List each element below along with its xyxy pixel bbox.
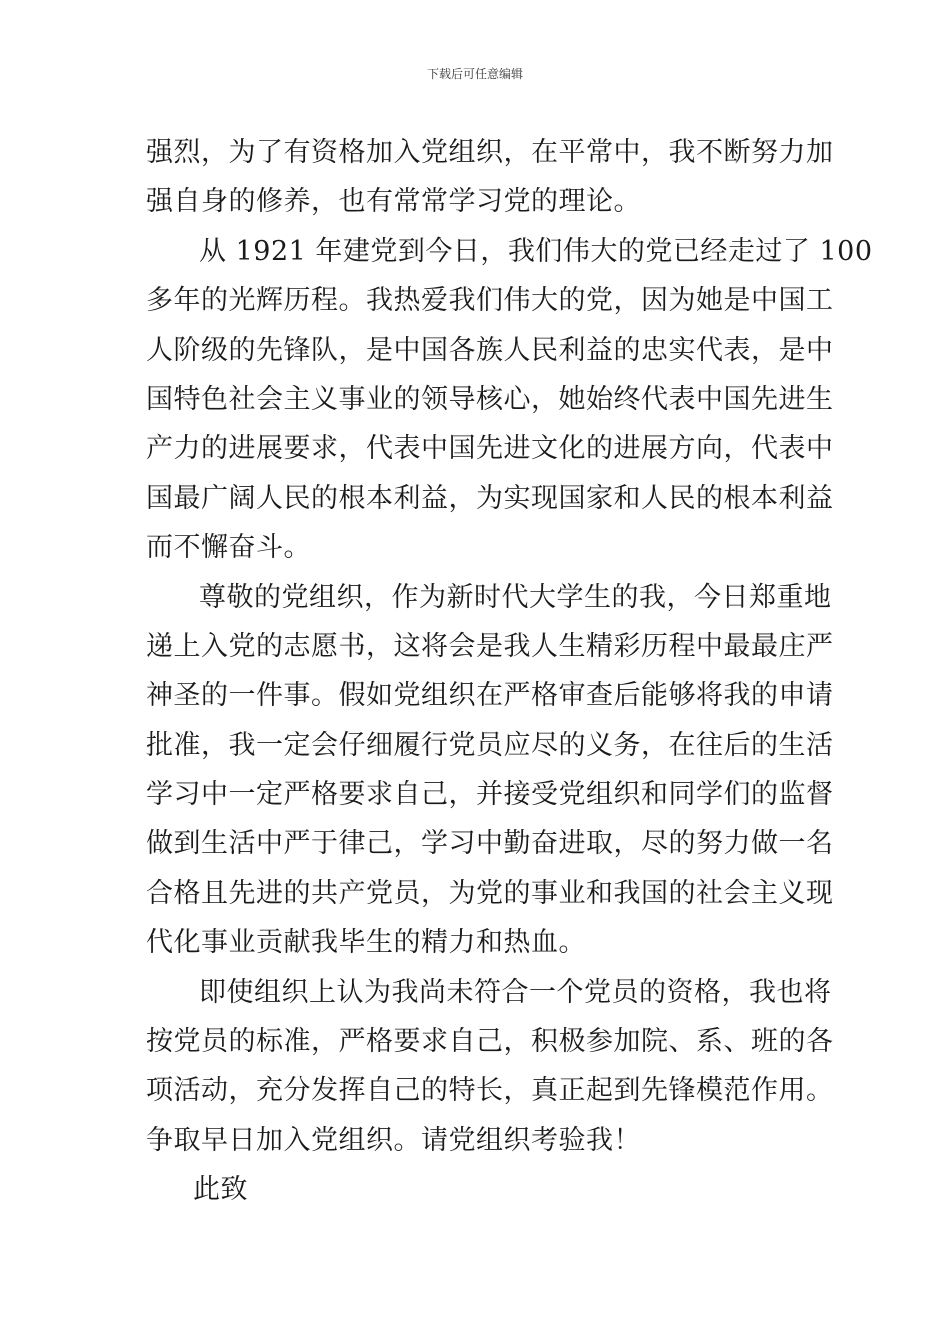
paragraph-line: 强自身的修养，也有常常学习党的理论。 — [146, 186, 641, 218]
paragraph-line: 国特色社会主义事业的领导核心，她始终代表中国先进生 — [146, 383, 834, 415]
paragraph-line: 学习中一定严格要求自己，并接受党组织和同学们的监督 — [146, 779, 834, 811]
paragraph-line: 强烈，为了有资格加入党组织，在平常中，我不断努力加 — [146, 137, 834, 168]
paragraph-line: 按党员的标准，严格要求自己，积极参加院、系、班的各 — [146, 1026, 834, 1058]
paragraph-line: 批准，我一定会仔细履行党员应尽的义务，在往后的生活 — [146, 729, 834, 761]
paragraph-line: 人阶级的先锋队，是中国各族人民利益的忠实代表，是中 — [146, 334, 834, 366]
paragraph-line: 尊敬的党组织，作为新时代大学生的我，今日郑重地 — [199, 581, 832, 613]
paragraph-line: 合格且先进的共产党员，为党的事业和我国的社会主义现 — [146, 877, 834, 909]
paragraph-line: 代化事业贡献我毕生的精力和热血。 — [146, 927, 586, 959]
paragraph-line: 即使组织上认为我尚未符合一个党员的资格，我也将 — [199, 976, 832, 1008]
paragraph-line: 产力的进展要求，代表中国先进文化的进展方向，代表中 — [146, 433, 834, 465]
paragraph-3 — [146, 573, 834, 968]
paragraph-line: 神圣的一件事。假如党组织在严格审查后能够将我的申请 — [146, 680, 834, 712]
paragraph-line: 递上入党的志愿书，这将会是我人生精彩历程中最最庄严 — [146, 630, 834, 662]
letter-body — [146, 128, 873, 1215]
paragraph-line: 多年的光辉历程。我热爱我们伟大的党，因为她是中国工 — [146, 285, 834, 317]
paragraph-line: 而不懈奋斗。 — [146, 532, 311, 564]
paragraph-4 — [146, 968, 834, 1166]
paragraph-2 — [146, 227, 873, 573]
page-header: 下载后可任意编辑 — [426, 67, 523, 81]
closing-salutation: 此致 — [193, 1174, 248, 1206]
paragraph-1 — [146, 128, 834, 227]
paragraph-line: 国最广阔人民的根本利益，为实现国家和人民的根本利益 — [146, 482, 834, 514]
paragraph-line: 做到生活中严于律己，学习中勤奋进取，尽的努力做一名 — [146, 828, 834, 860]
paragraph-line: 从 1921 年建党到今日，我们伟大的党已经走过了 100 — [199, 235, 873, 267]
paragraph-line: 争取早日加入党组织。请党组织考验我！ — [146, 1124, 641, 1156]
paragraph-line: 项活动，充分发挥自己的特长，真正起到先锋模范作用。 — [146, 1075, 834, 1107]
